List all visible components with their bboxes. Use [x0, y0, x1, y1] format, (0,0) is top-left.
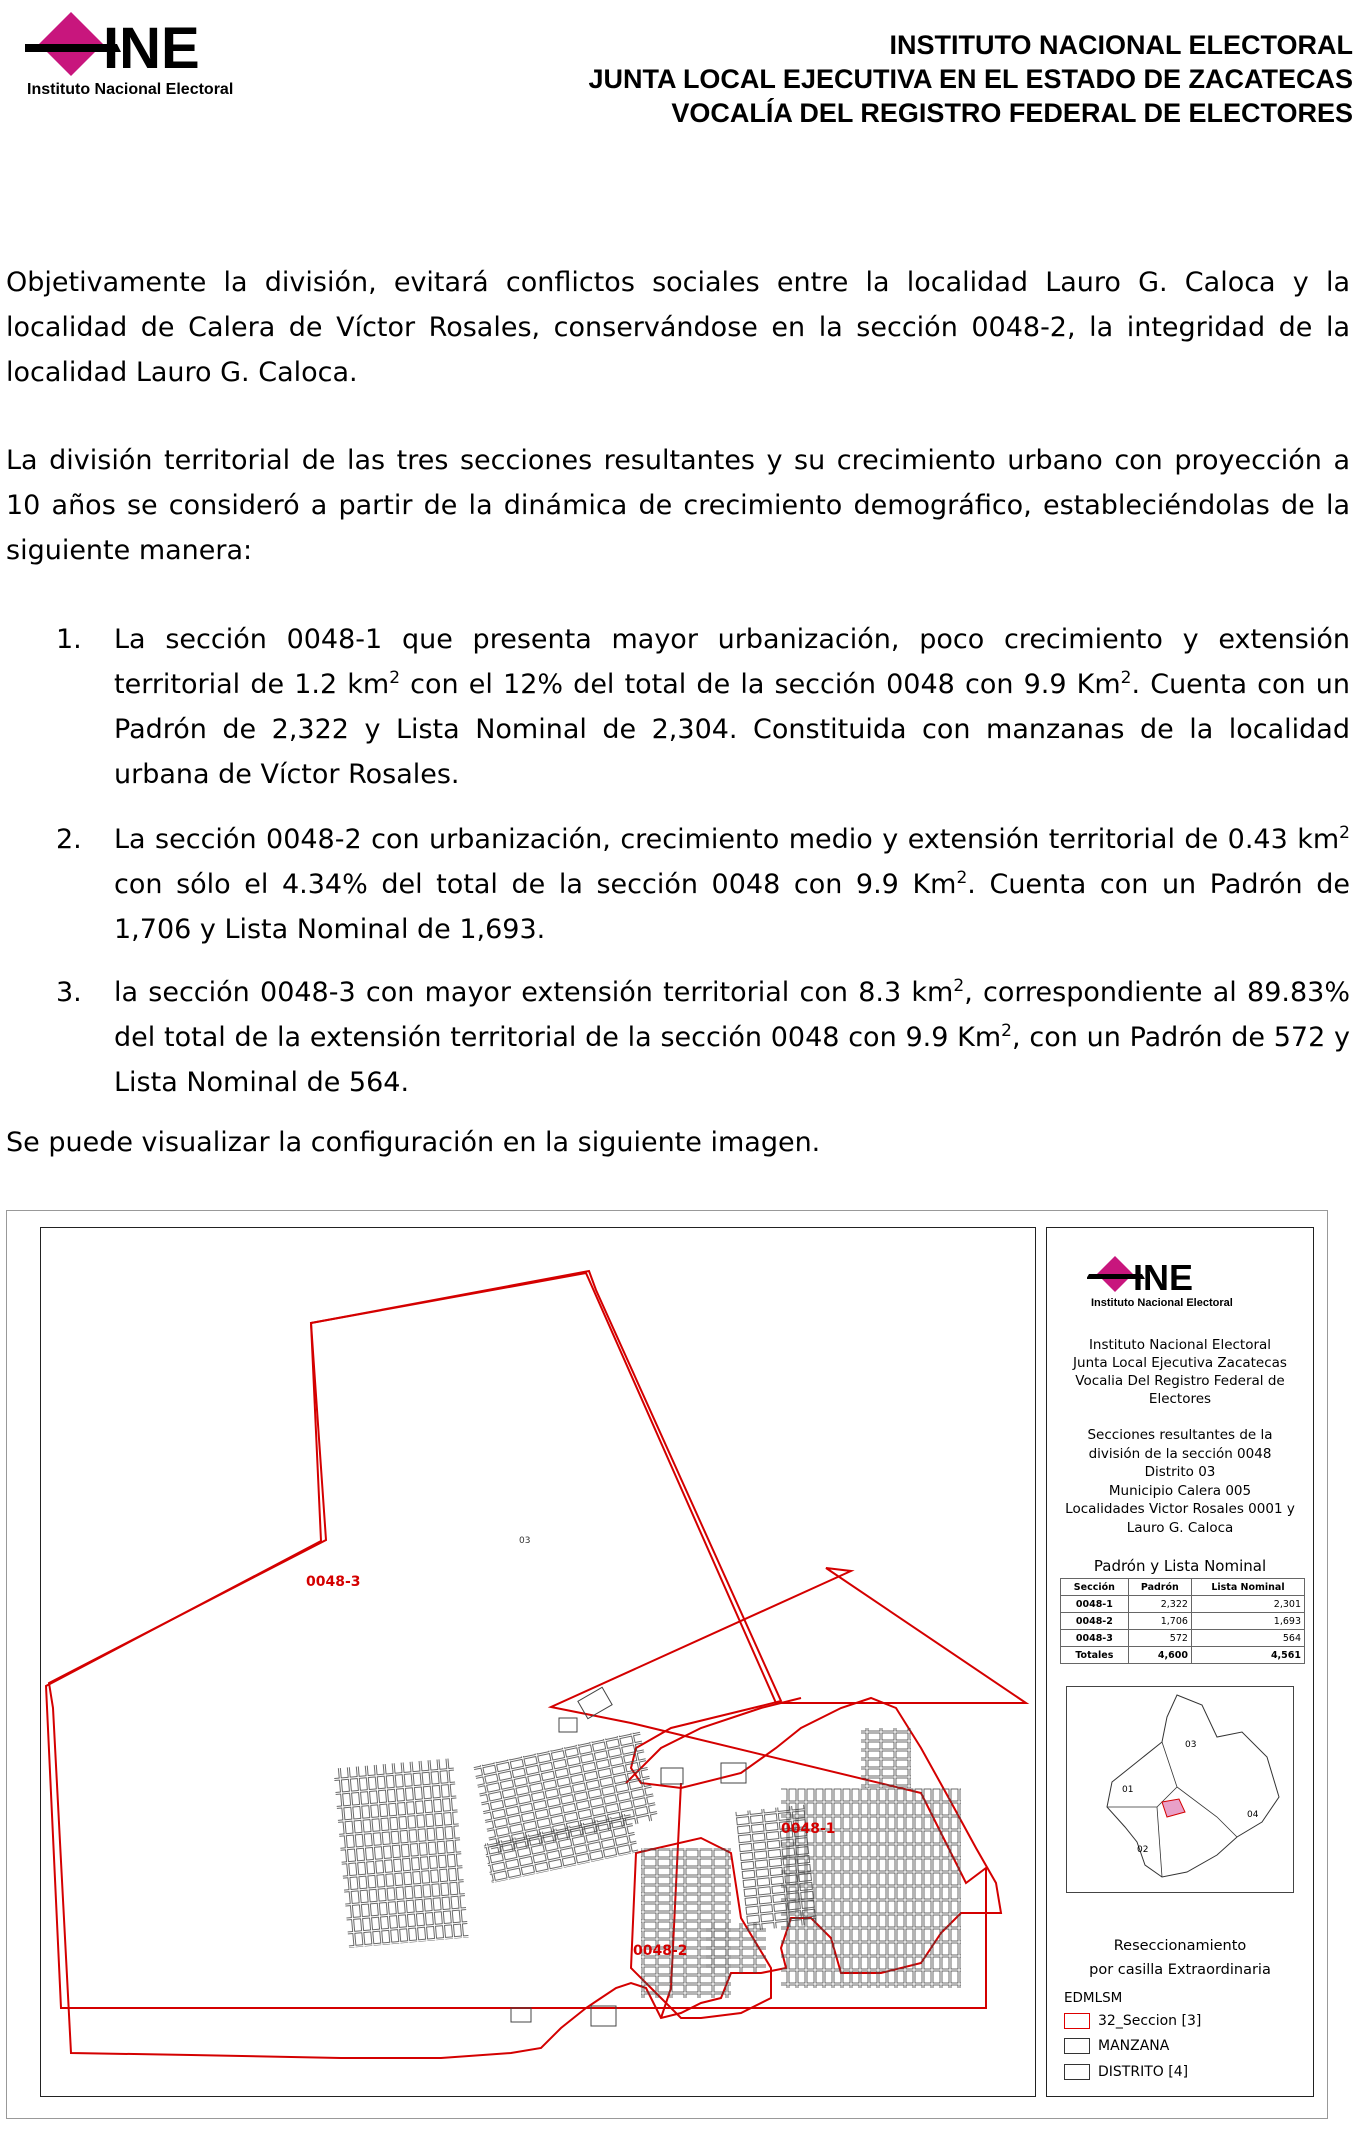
svg-text:02: 02	[1137, 1845, 1149, 1855]
padron-table	[1060, 1578, 1305, 1664]
list-item: 3. la sección 0048-3 con mayor extensión territorial con 8.3 $km^2$, correspondiente al 89.83% del total de la extensión territorial de la sección 0048 con 9.9 Km$^2$, con un Padrón de 572 y Lista Nominal de 564.	[56, 976, 1351, 1098]
legend-edmlsm: EDMLSM	[1064, 1990, 1123, 2006]
svg-text:04: 04	[1247, 1810, 1259, 1820]
legend-ine-logo	[1087, 1254, 1277, 1309]
svg-text:Instituto Nacional Electoral: Instituto Nacional Electoral	[1091, 1297, 1233, 1309]
table-row-totals: Totales 4,600 4,561	[1061, 1647, 1305, 1664]
section-map	[41, 1228, 1035, 2096]
map-panel	[40, 1227, 1036, 2097]
header-line-1: INSTITUTO NACIONAL ELECTORAL	[889, 30, 1353, 60]
label-0048-1: 0048-1	[781, 1821, 836, 1837]
legend-item-distrito: DISTRITO [4]	[1064, 2064, 1188, 2080]
legend-item-seccion: 32_Seccion [3]	[1064, 2013, 1201, 2029]
district-minimap	[1066, 1686, 1294, 1893]
list-item: 1. La sección 0048-1 que presenta mayor urbanización, poco crecimiento y extensión territorial de 1.2 $km^2$ con el 12% del total de la sección 0048 con 9.9 Km$^2$. Cuenta con un Padrón de 2,322 y Lista Nominal de 2,304. Constituida con manzanas de la localidad urbana de Víctor Rosales.	[56, 624, 1351, 790]
table-row: 0048-1 2,322 2,301	[1061, 1596, 1305, 1613]
paragraph-2: La división territorial de las tres secciones resultantes y su crecimiento urbano con proyección a 10 años se consideró a partir de la dinámica de crecimiento demográfico, estableciéndolas de la siguiente manera:	[6, 445, 1350, 566]
table-row: 0048-3 572 564	[1061, 1630, 1305, 1647]
ine-logo	[25, 8, 345, 98]
legend-organization: Instituto Nacional Electoral Junta Local Ejecutiva Zacatecas Vocalia Del Registro Federal de Electores	[1073, 1337, 1287, 1407]
header-titles	[588, 28, 1353, 130]
table-header: Padrón	[1128, 1579, 1191, 1596]
label-0048-3: 0048-3	[306, 1574, 361, 1590]
label-district: 03	[519, 1536, 531, 1546]
svg-text:INE: INE	[103, 16, 200, 81]
swatch-icon	[1064, 2064, 1090, 2080]
svg-text:INE: INE	[1133, 1257, 1194, 1298]
legend-reseccionamiento: Reseccionamiento por casilla Extraordinaria	[1089, 1938, 1271, 1978]
paragraph-1: Objetivamente la división, evitará conflictos sociales entre la localidad Lauro G. Caloca y la localidad de Calera de Víctor Rosales, conservándose en la sección 0048-2, la integridad de la localidad Lauro G. Caloca.	[6, 267, 1350, 388]
legend-description: Secciones resultantes de la división de la sección 0048 Distrito 03 Municipio Calera 005 Localidades Victor Rosales 0001 y Lauro G. Caloca	[1065, 1427, 1295, 1536]
red-swatch-icon	[1064, 2013, 1090, 2029]
paragraph-3: Se puede visualizar la configuración en la siguiente imagen.	[6, 1127, 821, 1158]
header-line-2: JUNTA LOCAL EJECUTIVA EN EL ESTADO DE ZACATECAS	[588, 64, 1353, 94]
legend-item-manzana: MANZANA	[1064, 2038, 1169, 2054]
label-0048-2: 0048-2	[633, 1943, 688, 1959]
svg-text:Instituto Nacional Electoral: Instituto Nacional Electoral	[27, 81, 234, 98]
table-header: Lista Nominal	[1191, 1579, 1304, 1596]
svg-text:01: 01	[1122, 1785, 1134, 1795]
table-row: 0048-2 1,706 1,693	[1061, 1613, 1305, 1630]
list-item: 2. La sección 0048-2 con urbanización, crecimiento medio y extensión territorial de 0.43 $km^2$ con sólo el 4.34% del total de la sección 0048 con 9.9 Km$^2$. Cuenta con un Padrón de 1,706 y Lista Nominal de 1,693.	[56, 823, 1350, 945]
swatch-icon	[1064, 2038, 1090, 2054]
table-header: Sección	[1061, 1579, 1129, 1596]
header-line-3: VOCALÍA DEL REGISTRO FEDERAL DE ELECTORES	[671, 98, 1353, 128]
padron-title: Padrón y Lista Nominal	[1093, 1557, 1267, 1575]
svg-text:03: 03	[1185, 1740, 1197, 1750]
map-legend	[1046, 1227, 1314, 2097]
